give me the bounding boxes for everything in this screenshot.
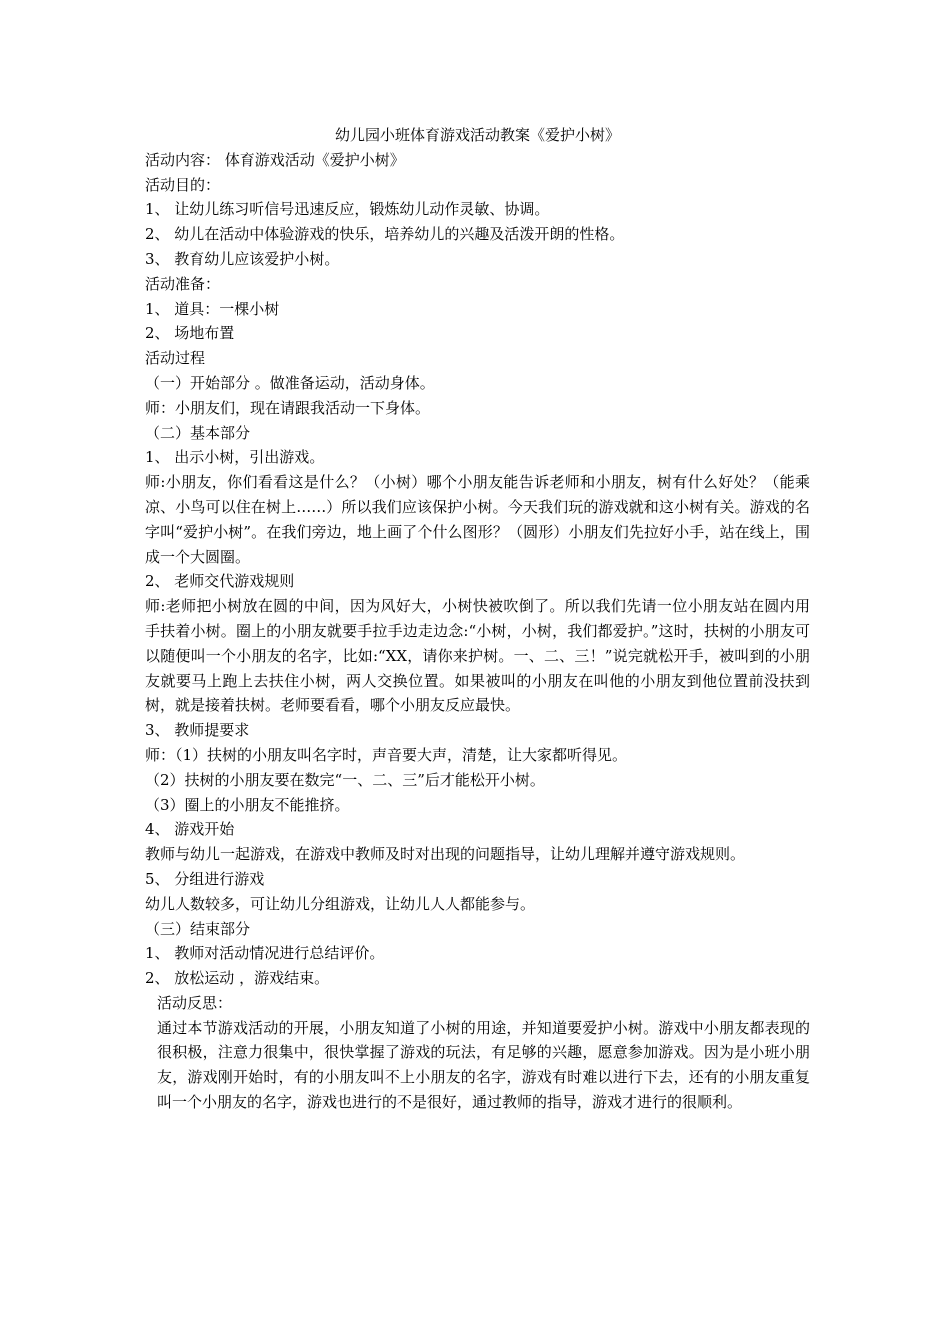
requirement-2: （2）扶树的小朋友要在数完“一、二、三”后才能松开小树。	[145, 770, 545, 789]
step-1-heading: 1、 出示小树，引出游戏。	[145, 448, 325, 467]
step-4-heading: 4、 游戏开始	[145, 820, 235, 839]
preparation-heading: 活动准备：	[145, 274, 221, 293]
step-4-text: 教师与幼儿一起游戏，在游戏中教师及时对出现的问题指导，让幼儿理解并遵守游戏规则。	[145, 845, 746, 864]
requirement-1: 师：（1）扶树的小朋友叫名字时，声音要大声，清楚，让大家都听得见。	[145, 745, 628, 764]
show-tree-paragraph: 师:小朋友，你们看看这是什么？（小树）哪个小朋友能告诉老师和小朋友，树有什么好处？（能乘凉、小鸟可以住在树上……）所以我们应该保护小树。今天我们玩的游戏就和这小树有关。游戏的名字叫“爱护小树”。在我们旁边，地上画了个什么图形？（圆形）小朋友们先拉好小手，站在线上，围成一个大圆圈。	[145, 473, 810, 566]
requirement-3: （3）圈上的小朋友不能推挤。	[145, 795, 350, 814]
process-heading: 活动过程	[145, 349, 206, 368]
document-title: 幼儿园小班体育游戏活动教案《爱护小树》	[334, 126, 620, 144]
goal-item-1: 1、 让幼儿练习听信号迅速反应，锻炼幼儿动作灵敏、协调。	[145, 200, 550, 219]
part-three-heading: （三）结束部分	[145, 919, 251, 938]
reflection-paragraph: 通过本节游戏活动的开展，小朋友知道了小树的用途，并知道要爱护小树。游戏中小朋友都表现的很积极，注意力很集中，很快掌握了游戏的玩法，有足够的兴趣，愿意参加游戏。因为是小班小朋友，游戏刚开始时，有的小朋友叫不上小朋友的名字，游戏有时难以进行下去，还有的小朋友重复叫一个小朋友的名字，游戏也进行的不是很好，通过教师的指导，游戏才进行的很顺利。	[157, 1018, 810, 1112]
teacher-warmup-line: 师：小朋友们，现在请跟我活动一下身体。	[145, 398, 431, 417]
step-5-text: 幼儿人数较多，可让幼儿分组游戏，让幼儿人人都能参与。	[145, 894, 536, 913]
goal-item-3: 3、 教育幼儿应该爱护小树。	[145, 249, 340, 268]
activity-goals-heading: 活动目的：	[145, 175, 221, 194]
ending-item-2: 2、 放松运动 ，游戏结束。	[145, 969, 330, 988]
step-5-heading: 5、 分组进行游戏	[145, 869, 265, 888]
step-3-heading: 3、 教师提要求	[145, 721, 250, 740]
ending-item-1: 1、 教师对活动情况进行总结评价。	[145, 944, 385, 963]
step-2-heading: 2、 老师交代游戏规则	[145, 572, 295, 591]
part-one-heading: （一）开始部分 。做准备运动，活动身体。	[145, 373, 435, 392]
reflection-heading: 活动反思：	[157, 993, 233, 1012]
preparation-item-2: 2、 场地布置	[145, 324, 235, 343]
document-body	[145, 123, 810, 1115]
goal-item-2: 2、 幼儿在活动中体验游戏的快乐，培养幼儿的兴趣及活泼开朗的性格。	[145, 225, 625, 244]
rules-paragraph: 师:老师把小树放在圆的中间，因为风好大，小树快被吹倒了。所以我们先请一位小朋友站在圆内用手扶着小树。圈上的小朋友就要手拉手边走边念:“小树，小树，我们都爱护。”这时，扶树的小朋友可以随便叫一个小朋友的名字，比如:“XX，请你来护树。一、二、三！”说完就松开手，被叫到的小朋友就要马上跑上去扶住小树，两人交换位置。如果被叫的小朋友在叫他的小朋友到他位置前没扶到树，就是接着扶树。老师要看看，哪个小朋友反应最快。	[145, 597, 810, 715]
part-two-heading: （二）基本部分	[145, 423, 251, 442]
activity-content-line: 活动内容： 体育游戏活动《爱护小树》	[145, 150, 405, 169]
preparation-item-1: 1、 道具：一棵小树	[145, 299, 280, 318]
